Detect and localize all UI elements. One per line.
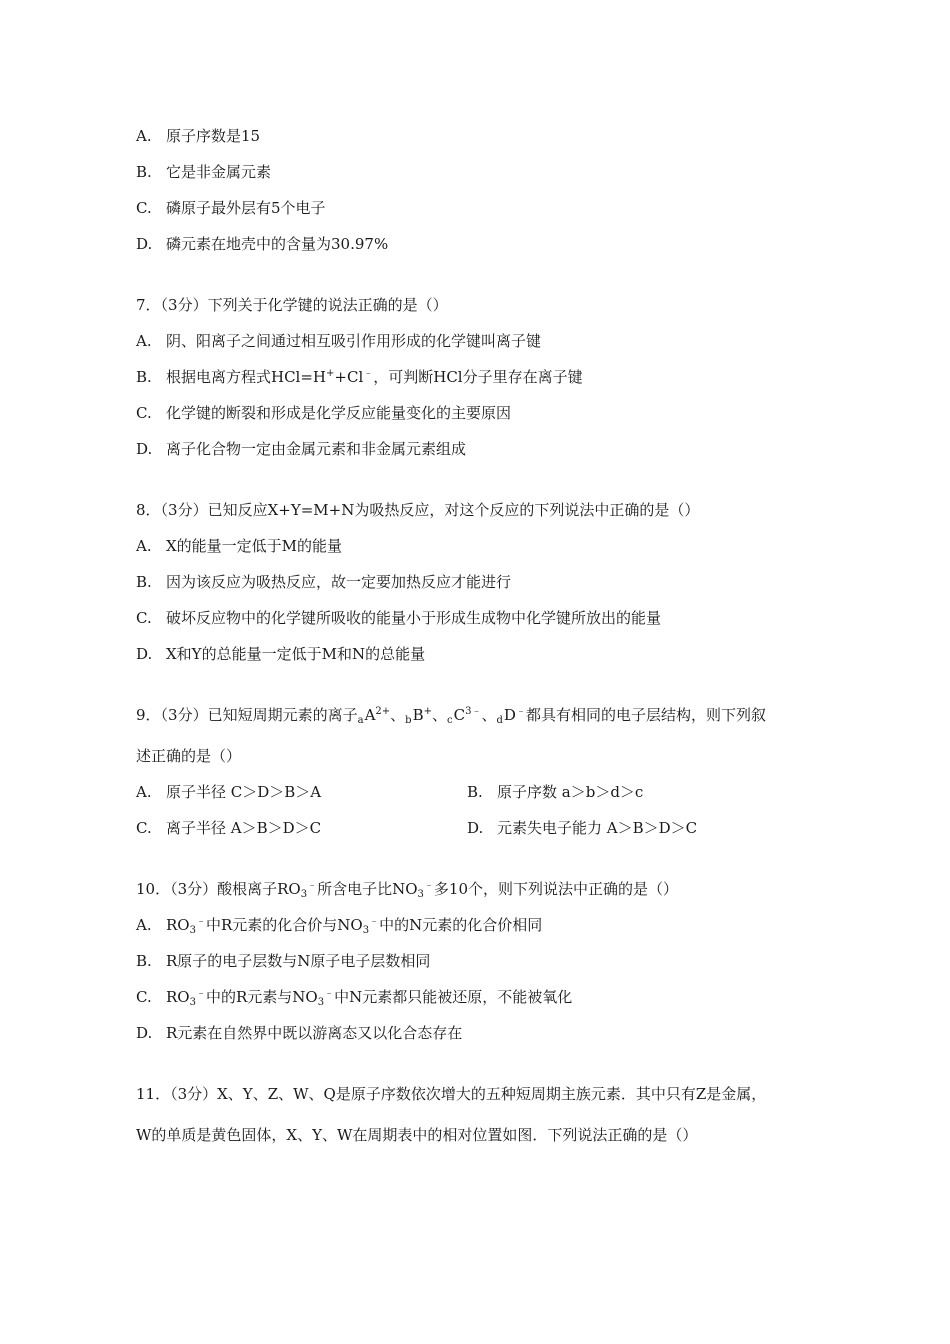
q7-option-b: B. 根据电离方程式HCl=H++Cl﹣，可判断HCl分子里存在离子键: [136, 368, 583, 386]
q8-stem: 8．（3分）已知反应X+Y=M+N为吸热反应，对这个反应的下列说法中正确的是（）: [136, 501, 700, 519]
q10-option-a: A. $RO_3^﹣$中R元素的化合价与$NO_3^﹣$中的N元素的化合价相同: [136, 916, 543, 936]
q8-option-a: A. X的能量一定低于M的能量: [136, 537, 343, 555]
q6-option-d: D. 磷元素在地壳中的含量为30.97%: [136, 235, 389, 253]
q6-option-a: A. 原子序数是15: [136, 127, 261, 145]
q7-option-d: D. 离子化合物一定由金属元素和非金属元素组成: [136, 440, 467, 458]
q9-option-a: A. 原子半径 C＞D＞B＞A: [136, 783, 322, 801]
q7-option-a: A. 阴、阳离子之间通过相互吸引作用形成的化学键叫离子键: [136, 332, 542, 350]
q6-option-c: C. 磷原子最外层有5个电子: [136, 199, 326, 217]
q10-option-b: B. R原子的电子层数与N原子电子层数相同: [136, 952, 431, 970]
q8-option-c: C. 破坏反应物中的化学键所吸收的能量小于形成生成物中化学键所放出的能量: [136, 609, 662, 627]
q10-option-c: C. $RO_3^﹣$中的R元素与$NO_3^﹣$中N元素都只能被还原，不能被氧化: [136, 988, 573, 1008]
q7-stem: 7．（3分）下列关于化学键的说法正确的是（）: [136, 296, 448, 314]
q7-option-c: C. 化学键的断裂和形成是化学反应能量变化的主要原因: [136, 404, 512, 422]
q9-option-d: D. 元素失电子能力 A＞B＞D＞C: [467, 819, 698, 837]
q10-option-d: D. R元素在自然界中既以游离态又以化合态存在: [136, 1024, 463, 1042]
q11-stem-line2: W的单质是黄色固体，X、Y、W在周期表中的相对位置如图．下列说法正确的是（）: [136, 1126, 698, 1144]
q9-option-c: C. 离子半径 A＞B＞D＞C: [136, 819, 322, 837]
q10-stem: 10．（3分）酸根离子$RO_3^﹣$所含电子比$NO_3^﹣$多10个，则下列说法中正确的是（）: [136, 880, 679, 900]
q9-stem: 9．（3分）已知短周期元素的离子$_aA^{2+}$、$_b$B+、$_cC^{3﹣}$、$_d$D﹣都具有相同的电子层结构，则下列叙: [136, 706, 766, 726]
q9-option-b: B. 原子序数 a＞b＞d＞c: [467, 783, 644, 801]
q11-stem-line1: 11．（3分）X、Y、Z、W、Q是原子序数依次增大的五种短周期主族元素．其中只有Z是金属，: [136, 1085, 767, 1103]
q8-option-b: B. 因为该反应为吸热反应，故一定要加热反应才能进行: [136, 573, 512, 591]
q8-option-d: D. X和Y的总能量一定低于M和N的总能量: [136, 645, 426, 663]
q6-option-b: B. 它是非金属元素: [136, 163, 272, 181]
q9-stem-line2: 述正确的是（）: [136, 747, 242, 765]
